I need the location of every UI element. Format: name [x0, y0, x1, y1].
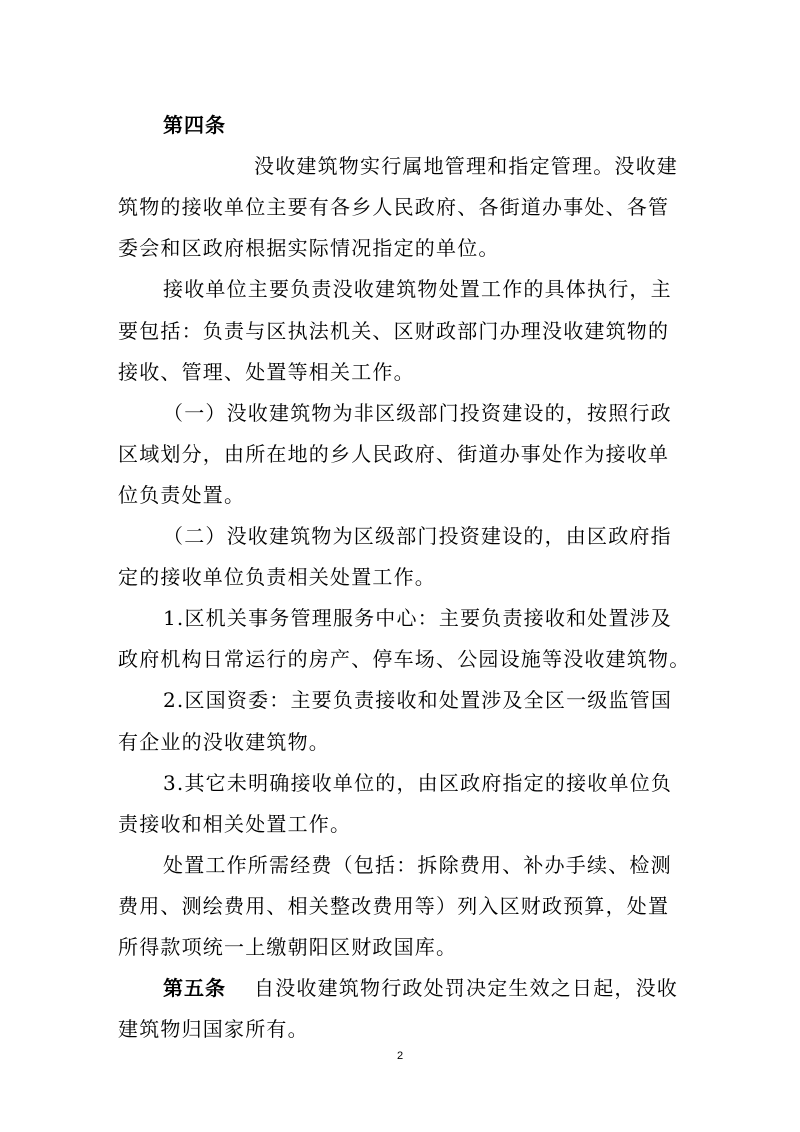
article5-line1: 自没收建筑物行政处罚决定生效之日起，没收: [254, 976, 678, 1000]
duty-line3: 接收、管理、处置等相关工作。: [118, 360, 415, 384]
article4-line1: 没收建筑物实行属地管理和指定管理。没收建: [254, 154, 678, 178]
sub1-line2: 政府机构日常运行的房产、停车场、公园设施等没收建筑物。: [118, 647, 691, 671]
article5-heading: 第五条: [163, 976, 226, 1000]
funding-line2: 费用、测绘费用、相关整改费用等）列入区财政预算，处置: [118, 894, 670, 918]
page-number: 2: [396, 1050, 404, 1062]
item1-line2: 区域划分，由所在地的乡人民政府、街道办事处作为接收单: [118, 442, 670, 466]
article4-heading: 第四条: [163, 113, 226, 137]
sub3-line2: 责接收和相关处置工作。: [118, 812, 352, 836]
item2-line1: （二）没收建筑物为区级部门投资建设的，由区政府指: [163, 524, 672, 548]
item1-line1: （一）没收建筑物为非区级部门投资建设的，按照行政: [163, 401, 672, 425]
item2-line2: 定的接收单位负责相关处置工作。: [118, 565, 436, 589]
duty-line2: 要包括：负责与区执法机关、区财政部门办理没收建筑物的: [118, 319, 670, 343]
funding-line1: 处置工作所需经费（包括：拆除费用、补办手续、检测: [163, 853, 672, 877]
sub3-line1: 3.其它未明确接收单位的，由区政府指定的接收单位负: [163, 771, 673, 795]
sub1-line1: 1.区机关事务管理服务中心：主要负责接收和处置涉及: [163, 606, 673, 630]
sub2-line1: 2.区国资委：主要负责接收和处置涉及全区一级监管国: [163, 688, 673, 712]
funding-line3: 所得款项统一上缴朝阳区财政国库。: [118, 935, 458, 959]
duty-line1: 接收单位主要负责没收建筑物处置工作的具体执行，主: [163, 277, 672, 301]
article4-line3: 委会和区政府根据实际情况指定的单位。: [118, 236, 500, 260]
article4-line2: 筑物的接收单位主要有各乡人民政府、各街道办事处、各管: [118, 195, 670, 219]
item1-line3: 位负责处置。: [118, 483, 246, 507]
article5-line2: 建筑物归国家所有。: [118, 1017, 309, 1041]
sub2-line2: 有企业的没收建筑物。: [118, 730, 330, 754]
